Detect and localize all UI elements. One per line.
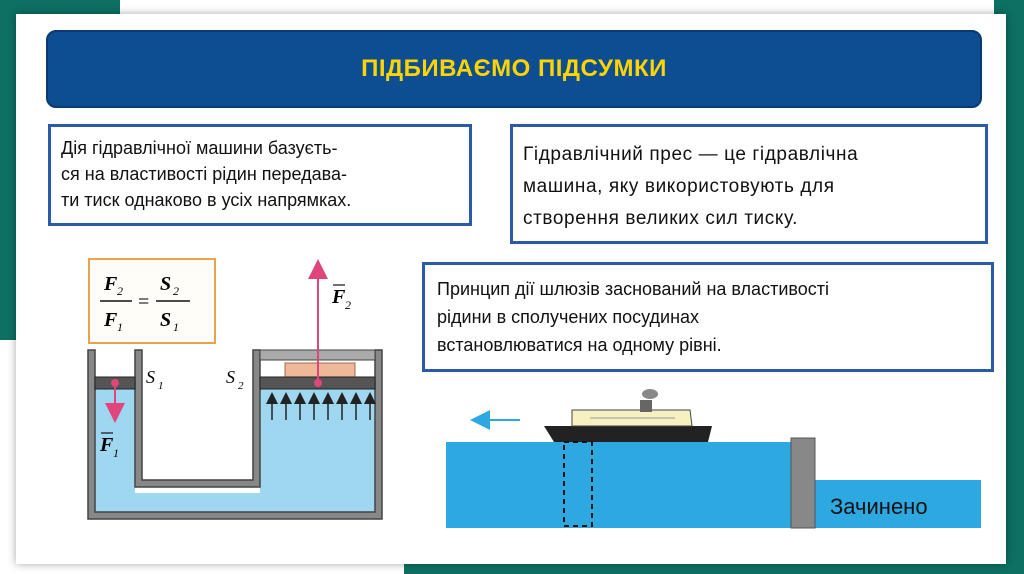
text-box-lock-principle [422, 262, 994, 372]
label-s2: S [226, 367, 235, 387]
text-line: ся на властивості рідин передава- [61, 164, 348, 184]
formula-f1: F [104, 309, 118, 331]
text-line: встановлюватися на одному рівні. [437, 335, 722, 355]
lock-status-label: Зачинено [830, 494, 928, 519]
small-piston-point [111, 379, 119, 387]
label-f2: F [332, 286, 346, 308]
formula-f2: F [104, 273, 118, 295]
text-line: рідини в сполучених посудинах [437, 307, 700, 327]
label-s2-sub: 2 [238, 380, 244, 392]
label-s1-sub: 1 [158, 380, 164, 392]
label-s1: S [146, 367, 155, 387]
text-line: Дія гідравлічної машини базуєть- [61, 138, 338, 158]
formula-s1-sub: 1 [173, 320, 179, 334]
formula-f1-sub: 1 [117, 320, 123, 334]
hydraulic-press-diagram [80, 255, 400, 535]
formula-s2: S [160, 273, 172, 295]
text-line: ти тиск однаково в усіх напрямках. [61, 190, 352, 210]
label-f1-sub: 1 [113, 446, 119, 460]
label-f2-sub: 2 [345, 298, 351, 312]
label-f1: F [100, 434, 114, 456]
text-line: Принцип дії шлюзів заснований на властивості [437, 279, 829, 299]
slide-title: ПІДБИВАЄМО ПІДСУМКИ [361, 55, 667, 82]
press-load [285, 363, 355, 377]
text-box-hydraulic-machine [48, 124, 472, 226]
text-line: Гідравлічний прес — це гідравлічна [523, 144, 859, 165]
text-line: машина, яку використовують для [523, 176, 835, 197]
water-upper [446, 442, 791, 528]
formula-equals: = [138, 291, 150, 313]
lock-gate [791, 438, 815, 528]
formula-f2-sub: 2 [117, 284, 123, 298]
title-bar [46, 30, 982, 108]
ship [544, 389, 712, 442]
formula-s1: S [160, 309, 172, 331]
text-box-hydraulic-press [510, 124, 988, 244]
formula-s2-sub: 2 [173, 284, 179, 298]
lock-diagram [440, 380, 990, 535]
text-line: створення великих сил тиску. [523, 208, 799, 229]
